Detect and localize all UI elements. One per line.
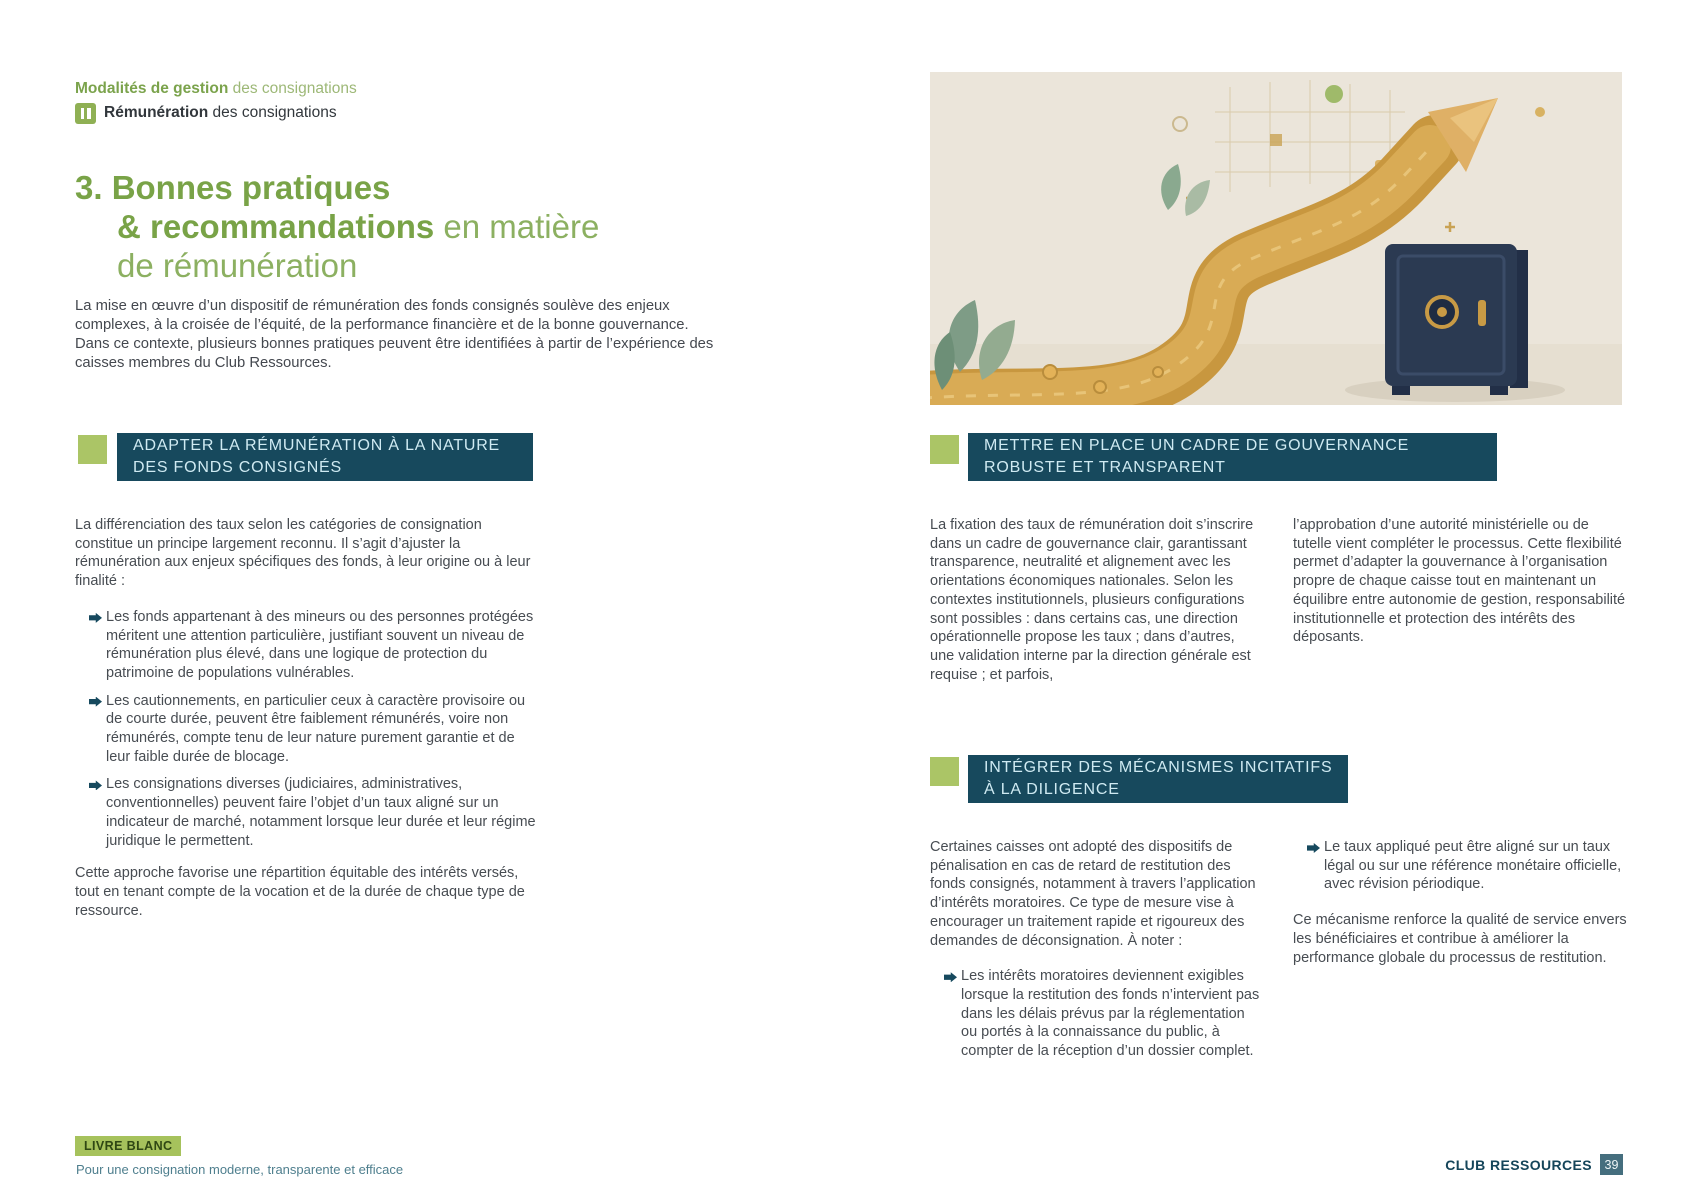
page-title bbox=[75, 168, 599, 285]
paragraph: Cette approche favorise une répartition équitable des intérêts versés, tout en tenant compte de la vocation et de la durée de chaque type de ressource. bbox=[75, 865, 525, 919]
title-line2-bold: & recommandations bbox=[117, 208, 435, 245]
list-item bbox=[1293, 838, 1643, 894]
eyebrow-chapter bbox=[104, 102, 337, 124]
chapter-subtitle: des consignations bbox=[208, 104, 337, 121]
page-number-badge: 39 bbox=[1600, 1154, 1623, 1175]
section-heading-gouvernance bbox=[968, 433, 1497, 481]
section-heading-incitatifs bbox=[968, 755, 1348, 803]
bullet-arrow-icon bbox=[1307, 843, 1320, 853]
title-line1: 3. Bonnes pratiques bbox=[75, 169, 391, 206]
eyebrow-line2 bbox=[75, 102, 357, 124]
eyebrow-part-subtitle: des consignations bbox=[228, 80, 357, 97]
section-body-adapter bbox=[75, 516, 537, 920]
chapter-title: Rémunération bbox=[104, 104, 209, 121]
paragraph: l’approbation d’une autorité ministérielle ou de tutelle vient compléter le processus. Cette flexibilité permet d’adapter la gouvernance à l’organisation propre de chaque caisse tout en maintenant un équilibre entre autonomie de gestion, responsabilité institutionnelle et protection des intérêts des déposants. bbox=[1293, 517, 1626, 646]
section-heading-line: À LA DILIGENCE bbox=[984, 781, 1120, 798]
bullet-arrow-icon bbox=[89, 697, 102, 707]
paragraph: La fixation des taux de rémunération doit s’inscrire dans un cadre de gouvernance clair, garantissant transparence, neutralité et alignement avec les orientations économiques nationales. Selon les contextes institutionnels, plusieurs configurations sont possibles : dans certains cas, une direction opérationnelle propose les taux ; dans d’autres, une validation interne par la direction générale est requise ; et parfois, bbox=[930, 517, 1254, 683]
title-line2 bbox=[75, 207, 599, 246]
section-square-gouvernance bbox=[930, 435, 959, 464]
list-item bbox=[930, 967, 1260, 1061]
title-line2-regular: en matière bbox=[434, 208, 600, 245]
paragraph: Ce mécanisme renforce la qualité de service envers les bénéficiaires et contribue à améliorer la performance globale du processus de restitution. bbox=[1293, 912, 1627, 966]
illustration-svg bbox=[930, 72, 1622, 405]
paragraph: Certaines caisses ont adopté des dispositifs de pénalisation en cas de retard de restitution des fonds consignés, notamment à travers l’application d’intérêts moratoires. Ce type de mesure vise à encourager un traitement rapide et rigoureux des demandes de déconsignation. À noter : bbox=[930, 839, 1256, 949]
paragraph: La différenciation des taux selon les catégories de consignation constitue un principe largement reconnu. Il s’agit d’ajuster la rémunération aux enjeux spécifiques des fonds, à leur origine ou à leur finalité : bbox=[75, 517, 531, 590]
list-item bbox=[75, 775, 537, 850]
gouvernance-col1 bbox=[930, 516, 1255, 684]
title-line3: de rémunération bbox=[117, 247, 358, 284]
bullet-list bbox=[1293, 838, 1643, 894]
list-item bbox=[75, 692, 537, 767]
bullet-text: Les intérêts moratoires deviennent exigibles lorsque la restitution des fonds n’intervient pas dans les délais prévus par la réglementation ou portés à la connaissance du public, à compter de la réception d’un dossier complet. bbox=[961, 968, 1260, 1060]
gouvernance-col2 bbox=[1293, 516, 1628, 647]
section-square-adapter bbox=[78, 435, 107, 464]
eyebrow-line1 bbox=[75, 78, 357, 100]
bullet-text: Les consignations diverses (judiciaires, administratives, conventionnelles) peuvent faire l’objet d’un taux aligné sur un indicateur de marché, notamment lorsque leur durée et leur régime juridique le permettent. bbox=[106, 776, 536, 849]
intro-paragraph: La mise en œuvre d’un dispositif de rémunération des fonds consignés soulève des enjeux complexes, à la croisée de l’équité, de la performance financière et de la bonne gouvernance. Dans ce contexte, plusieurs bonnes pratiques peuvent être identifiées à partir de l’expérience des caisses membres du Club Ressources. bbox=[75, 298, 714, 371]
section-heading-line: ADAPTER LA RÉMUNÉRATION À LA NATURE bbox=[133, 437, 501, 454]
incitatifs-col2 bbox=[1293, 838, 1643, 967]
bullet-text: Le taux appliqué peut être aligné sur un taux légal ou sur une référence monétaire officielle, avec révision périodique. bbox=[1324, 839, 1622, 893]
section-heading-line: DES FONDS CONSIGNÉS bbox=[133, 459, 343, 476]
section-heading-line: METTRE EN PLACE UN CADRE DE GOUVERNANCE bbox=[984, 437, 1410, 454]
footer-tagline: Pour une consignation moderne, transparente et efficace bbox=[76, 1162, 404, 1177]
illustration bbox=[930, 72, 1622, 405]
chapter-ii-icon bbox=[75, 103, 96, 124]
bullet-list bbox=[930, 967, 1260, 1061]
section-heading-line: ROBUSTE ET TRANSPARENT bbox=[984, 459, 1226, 476]
bullet-arrow-icon bbox=[89, 613, 102, 623]
footer-brand: CLUB RESSOURCES bbox=[1445, 1157, 1592, 1173]
eyebrow-part-title: Modalités de gestion bbox=[75, 80, 229, 97]
eyebrow bbox=[75, 78, 357, 124]
incitatifs-col1 bbox=[930, 838, 1260, 1061]
livre-blanc-badge: LIVRE BLANC bbox=[75, 1136, 181, 1156]
bullet-arrow-icon bbox=[89, 780, 102, 790]
section-heading-adapter bbox=[117, 433, 533, 481]
section-square-incitatifs bbox=[930, 757, 959, 786]
bullet-text: Les cautionnements, en particulier ceux à caractère provisoire ou de courte durée, peuvent être faiblement rémunérés, voire non rémunérés, compte tenu de leur nature purement garantie et de leur faible durée de blocage. bbox=[106, 692, 526, 765]
bullet-list bbox=[75, 608, 537, 850]
list-item bbox=[75, 608, 537, 683]
bullet-arrow-icon bbox=[944, 972, 957, 982]
section-heading-line: INTÉGRER DES MÉCANISMES INCITATIFS bbox=[984, 759, 1333, 776]
bullet-text: Les fonds appartenant à des mineurs ou des personnes protégées méritent une attention particulière, justifiant souvent un niveau de rémunération plus élevé, dans une logique de protection du patrimoine de populations vulnérables. bbox=[106, 608, 534, 681]
